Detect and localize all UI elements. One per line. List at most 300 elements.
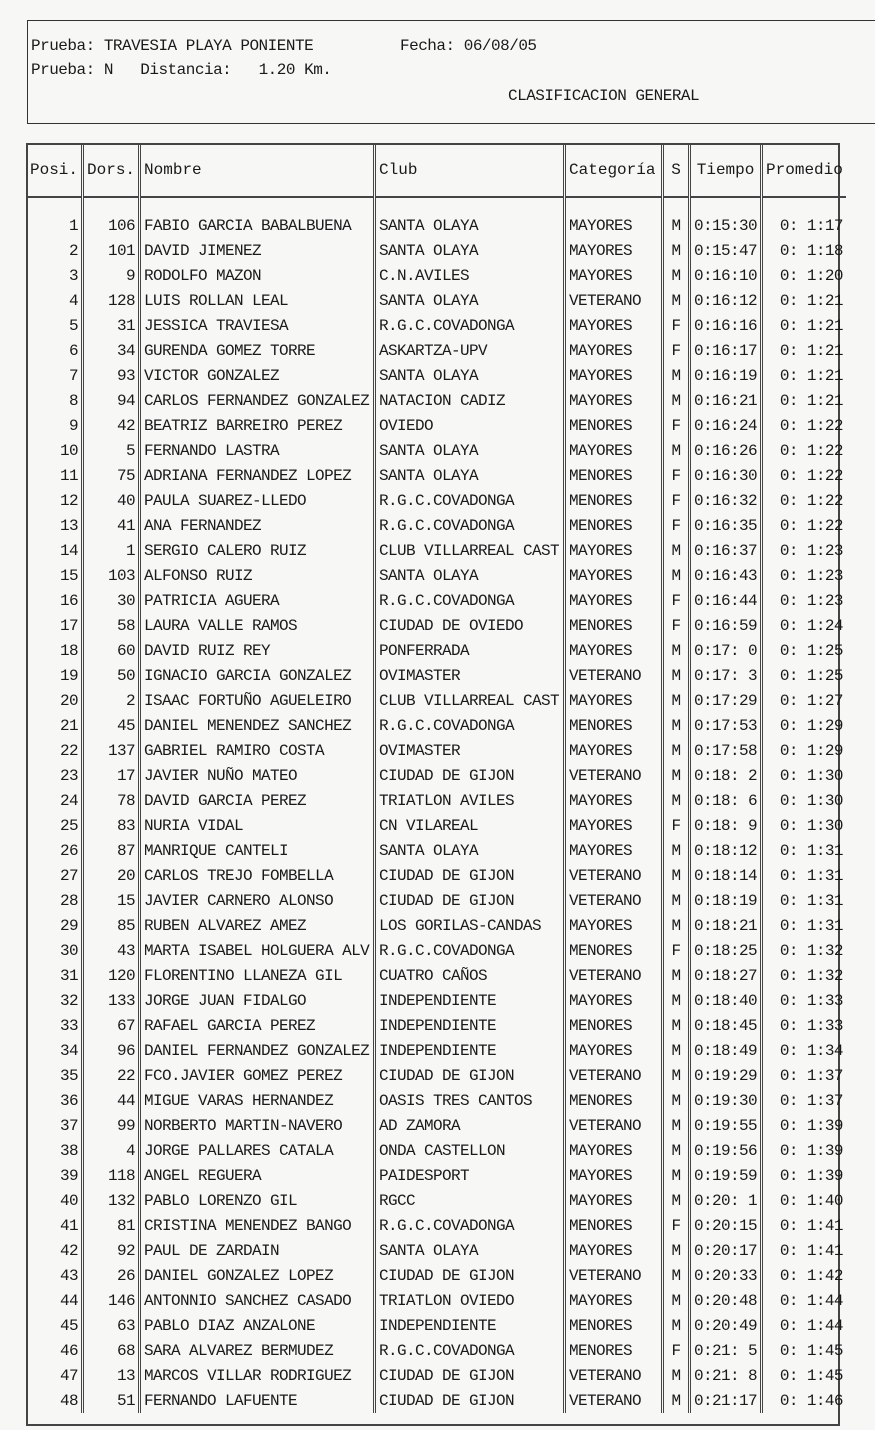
cell-average: 0: 1:22 — [779, 491, 843, 510]
table-row — [27, 438, 846, 463]
cell-time: 0:18:12 — [690, 838, 762, 863]
cell-name: PAUL DE ZARDAIN — [140, 1238, 375, 1263]
cell-sex: M — [663, 913, 690, 938]
cell-category: MENORES — [565, 413, 663, 438]
cell-sex: F — [663, 613, 690, 638]
cell-bib: 63 — [83, 1313, 140, 1338]
cell-time: 0:16:26 — [690, 438, 762, 463]
cell-position: 12 — [27, 488, 83, 513]
cell-average: 0: 1:40 — [779, 1191, 843, 1210]
cell-position: 17 — [27, 613, 83, 638]
cell-club: SANTA OLAYA — [375, 563, 565, 588]
prueba-code: N — [103, 61, 113, 79]
cell-sex: M — [663, 538, 690, 563]
cell-sex: M — [663, 713, 690, 738]
cell-category: MENORES — [565, 1013, 663, 1038]
cell-club: R.G.C.COVADONGA — [375, 1338, 565, 1363]
cell-category: MAYORES — [565, 1238, 663, 1263]
cell-position: 19 — [27, 663, 83, 688]
cell-category: MAYORES — [565, 363, 663, 388]
cell-time: 0:17: 3 — [690, 663, 762, 688]
table-row — [27, 1138, 846, 1163]
cell-category: MENORES — [565, 1088, 663, 1113]
cell-sex: M — [663, 288, 690, 313]
table-row — [27, 1013, 846, 1038]
cell-name: NURIA VIDAL — [140, 813, 375, 838]
event-date: 06/08/05 — [463, 37, 537, 55]
cell-position: 9 — [27, 413, 83, 438]
cell-name: GURENDA GOMEZ TORRE — [140, 338, 375, 363]
cell-category: MAYORES — [565, 263, 663, 288]
cell-club: CIUDAD DE GIJON — [375, 763, 565, 788]
cell-category: MAYORES — [565, 738, 663, 763]
table-row — [27, 1238, 846, 1263]
cell-bib: 85 — [83, 913, 140, 938]
cell-name: IGNACIO GARCIA GONZALEZ — [140, 663, 375, 688]
cell-sex: F — [663, 1213, 690, 1238]
cell-time: 0:20:49 — [690, 1313, 762, 1338]
cell-bib: 137 — [83, 738, 140, 763]
cell-category: MAYORES — [565, 1038, 663, 1063]
cell-position: 22 — [27, 738, 83, 763]
cell-sex: M — [663, 1088, 690, 1113]
cell-club: SANTA OLAYA — [375, 363, 565, 388]
cell-club: CIUDAD DE GIJON — [375, 1063, 565, 1088]
table-row — [27, 463, 846, 488]
cell-sex: F — [663, 513, 690, 538]
cell-category: MAYORES — [565, 638, 663, 663]
table-row — [27, 1263, 846, 1288]
table-row — [27, 1388, 846, 1413]
table-row — [27, 788, 846, 813]
cell-bib: 99 — [83, 1113, 140, 1138]
cell-bib: 132 — [83, 1188, 140, 1213]
cell-position: 4 — [27, 288, 83, 313]
table-row — [27, 513, 846, 538]
cell-sex: F — [663, 463, 690, 488]
cell-sex: M — [663, 263, 690, 288]
cell-bib: 17 — [83, 763, 140, 788]
col-header-club: Club — [375, 144, 565, 197]
cell-club: RGCC — [375, 1188, 565, 1213]
cell-name: CARLOS FERNANDEZ GONZALEZ — [140, 388, 375, 413]
cell-bib: 45 — [83, 713, 140, 738]
cell-club: R.G.C.COVADONGA — [375, 1213, 565, 1238]
cell-category: MENORES — [565, 938, 663, 963]
cell-position: 1 — [27, 213, 83, 238]
cell-bib: 68 — [83, 1338, 140, 1363]
cell-club: R.G.C.COVADONGA — [375, 938, 565, 963]
table-row — [27, 413, 846, 438]
cell-club: ONDA CASTELLON — [375, 1138, 565, 1163]
cell-name: ADRIANA FERNANDEZ LOPEZ — [140, 463, 375, 488]
cell-bib: 20 — [83, 863, 140, 888]
cell-name: ANGEL REGUERA — [140, 1163, 375, 1188]
cell-average: 0: 1:22 — [779, 416, 843, 435]
cell-time: 0:17:53 — [690, 713, 762, 738]
cell-average: 0: 1:21 — [779, 291, 843, 310]
cell-sex: M — [663, 1113, 690, 1138]
cell-name: JORGE JUAN FIDALGO — [140, 988, 375, 1013]
table-row — [27, 1213, 846, 1238]
cell-position: 3 — [27, 263, 83, 288]
cell-sex: M — [663, 388, 690, 413]
cell-name: DAVID RUIZ REY — [140, 638, 375, 663]
cell-club: CN VILAREAL — [375, 813, 565, 838]
cell-category: VETERANO — [565, 288, 663, 313]
cell-category: MENORES — [565, 1313, 663, 1338]
cell-category: MAYORES — [565, 338, 663, 363]
table-row — [27, 988, 846, 1013]
cell-club: CIUDAD DE GIJON — [375, 1263, 565, 1288]
event-name: TRAVESIA PLAYA PONIENTE — [103, 37, 314, 55]
cell-club: CIUDAD DE GIJON — [375, 1388, 565, 1413]
cell-time: 0:15:30 — [690, 213, 762, 238]
cell-bib: 128 — [83, 288, 140, 313]
cell-position: 44 — [27, 1288, 83, 1313]
cell-club: SANTA OLAYA — [375, 1238, 565, 1263]
cell-position: 30 — [27, 938, 83, 963]
cell-average: 0: 1:39 — [779, 1166, 843, 1185]
cell-sex: F — [663, 488, 690, 513]
cell-name: FABIO GARCIA BABALBUENA — [140, 213, 375, 238]
col-header-category: Categoría — [565, 144, 663, 197]
cell-time: 0:18: 6 — [690, 788, 762, 813]
cell-club: OVIMASTER — [375, 663, 565, 688]
cell-sex: M — [663, 763, 690, 788]
cell-position: 6 — [27, 338, 83, 363]
cell-bib: 44 — [83, 1088, 140, 1113]
cell-position: 27 — [27, 863, 83, 888]
cell-category: MAYORES — [565, 838, 663, 863]
cell-name: CARLOS TREJO FOMBELLA — [140, 863, 375, 888]
cell-club: OASIS TRES CANTOS — [375, 1088, 565, 1113]
cell-time: 0:19:29 — [690, 1063, 762, 1088]
cell-club: INDEPENDIENTE — [375, 1038, 565, 1063]
cell-bib: 94 — [83, 388, 140, 413]
cell-position: 26 — [27, 838, 83, 863]
cell-bib: 43 — [83, 938, 140, 963]
cell-average: 0: 1:21 — [779, 316, 843, 335]
cell-bib: 22 — [83, 1063, 140, 1088]
cell-sex: M — [663, 638, 690, 663]
cell-category: MAYORES — [565, 213, 663, 238]
cell-average: 0: 1:29 — [779, 741, 843, 760]
cell-average: 0: 1:41 — [779, 1216, 843, 1235]
cell-position: 33 — [27, 1013, 83, 1038]
cell-position: 40 — [27, 1188, 83, 1213]
distance-value: 1.20 Km. — [258, 61, 332, 79]
cell-name: DANIEL GONZALEZ LOPEZ — [140, 1263, 375, 1288]
col-header-average: Promedio — [762, 144, 846, 197]
cell-average: 0: 1:31 — [779, 841, 843, 860]
table-row — [27, 813, 846, 838]
cell-name: BEATRIZ BARREIRO PEREZ — [140, 413, 375, 438]
col-header-sex: S — [663, 144, 690, 197]
cell-time: 0:18: 2 — [690, 763, 762, 788]
cell-sex: M — [663, 688, 690, 713]
cell-category: VETERANO — [565, 888, 663, 913]
cell-name: MIGUE VARAS HERNANDEZ — [140, 1088, 375, 1113]
cell-club: SANTA OLAYA — [375, 463, 565, 488]
cell-category: VETERANO — [565, 1388, 663, 1413]
cell-position: 37 — [27, 1113, 83, 1138]
cell-average: 0: 1:22 — [779, 516, 843, 535]
cell-name: DANIEL FERNANDEZ GONZALEZ — [140, 1038, 375, 1063]
cell-category: VETERANO — [565, 863, 663, 888]
cell-club: CIUDAD DE GIJON — [375, 888, 565, 913]
cell-sex: M — [663, 738, 690, 763]
cell-category: MENORES — [565, 1213, 663, 1238]
cell-club: INDEPENDIENTE — [375, 1013, 565, 1038]
cell-sex: M — [663, 1013, 690, 1038]
cell-category: MENORES — [565, 613, 663, 638]
cell-bib: 60 — [83, 638, 140, 663]
cell-sex: M — [663, 1063, 690, 1088]
cell-name: DAVID GARCIA PEREZ — [140, 788, 375, 813]
cell-average: 0: 1:39 — [779, 1116, 843, 1135]
cell-sex: M — [663, 1313, 690, 1338]
cell-bib: 40 — [83, 488, 140, 513]
cell-sex: M — [663, 1388, 690, 1413]
cell-club: INDEPENDIENTE — [375, 1313, 565, 1338]
table-row — [27, 713, 846, 738]
cell-position: 13 — [27, 513, 83, 538]
cell-average: 0: 1:21 — [779, 341, 843, 360]
cell-average: 0: 1:22 — [779, 441, 843, 460]
cell-bib: 31 — [83, 313, 140, 338]
cell-name: JORGE PALLARES CATALA — [140, 1138, 375, 1163]
cell-club: INDEPENDIENTE — [375, 988, 565, 1013]
cell-bib: 2 — [83, 688, 140, 713]
cell-club: SANTA OLAYA — [375, 838, 565, 863]
cell-time: 0:18:25 — [690, 938, 762, 963]
cell-club: CLUB VILLARREAL CAST — [375, 538, 565, 563]
cell-club: SANTA OLAYA — [375, 288, 565, 313]
cell-category: MAYORES — [565, 688, 663, 713]
table-row — [27, 1188, 846, 1213]
cell-time: 0:16:17 — [690, 338, 762, 363]
cell-time: 0:17:29 — [690, 688, 762, 713]
cell-sex: M — [663, 663, 690, 688]
cell-time: 0:19:55 — [690, 1113, 762, 1138]
cell-time: 0:16:37 — [690, 538, 762, 563]
cell-club: R.G.C.COVADONGA — [375, 313, 565, 338]
cell-sex: M — [663, 963, 690, 988]
cell-time: 0:16:44 — [690, 588, 762, 613]
cell-category: MAYORES — [565, 238, 663, 263]
cell-bib: 83 — [83, 813, 140, 838]
table-row — [27, 288, 846, 313]
table-row — [27, 913, 846, 938]
cell-average: 0: 1:29 — [779, 716, 843, 735]
cell-position: 8 — [27, 388, 83, 413]
table-row — [27, 388, 846, 413]
table-row — [27, 488, 846, 513]
cell-average: 0: 1:34 — [779, 1041, 843, 1060]
cell-bib: 58 — [83, 613, 140, 638]
cell-category: VETERANO — [565, 1063, 663, 1088]
cell-position: 47 — [27, 1363, 83, 1388]
cell-bib: 146 — [83, 1288, 140, 1313]
cell-position: 45 — [27, 1313, 83, 1338]
cell-club: R.G.C.COVADONGA — [375, 588, 565, 613]
cell-category: MAYORES — [565, 1188, 663, 1213]
cell-position: 24 — [27, 788, 83, 813]
table-row — [27, 1088, 846, 1113]
cell-name: MARCOS VILLAR RODRIGUEZ — [140, 1363, 375, 1388]
cell-sex: M — [663, 1038, 690, 1063]
col-header-time: Tiempo — [690, 144, 762, 197]
cell-average: 0: 1:45 — [779, 1341, 843, 1360]
cell-name: FLORENTINO LLANEZA GIL — [140, 963, 375, 988]
table-row — [27, 1038, 846, 1063]
cell-time: 0:16:35 — [690, 513, 762, 538]
cell-name: JESSICA TRAVIESA — [140, 313, 375, 338]
cell-sex: M — [663, 1238, 690, 1263]
cell-position: 39 — [27, 1163, 83, 1188]
cell-sex: F — [663, 313, 690, 338]
cell-name: FERNANDO LAFUENTE — [140, 1388, 375, 1413]
cell-sex: M — [663, 213, 690, 238]
cell-category: MAYORES — [565, 1138, 663, 1163]
col-header-bib: Dors. — [83, 144, 140, 197]
cell-time: 0:16:10 — [690, 263, 762, 288]
cell-category: MAYORES — [565, 438, 663, 463]
cell-average: 0: 1:33 — [779, 1016, 843, 1035]
cell-position: 21 — [27, 713, 83, 738]
cell-position: 48 — [27, 1388, 83, 1413]
table-row — [27, 338, 846, 363]
cell-club: CIUDAD DE GIJON — [375, 863, 565, 888]
cell-time: 0:18:14 — [690, 863, 762, 888]
cell-club: R.G.C.COVADONGA — [375, 488, 565, 513]
cell-name: DAVID JIMENEZ — [140, 238, 375, 263]
table-row — [27, 963, 846, 988]
cell-bib: 30 — [83, 588, 140, 613]
cell-time: 0:19:59 — [690, 1163, 762, 1188]
cell-time: 0:21: 8 — [690, 1363, 762, 1388]
cell-position: 2 — [27, 238, 83, 263]
table-row — [27, 663, 846, 688]
cell-category: MAYORES — [565, 563, 663, 588]
cell-name: PABLO LORENZO GIL — [140, 1188, 375, 1213]
cell-category: VETERANO — [565, 1363, 663, 1388]
cell-sex: M — [663, 988, 690, 1013]
cell-sex: M — [663, 863, 690, 888]
prueba-label-2: Prueba: — [31, 61, 95, 79]
cell-position: 11 — [27, 463, 83, 488]
cell-category: VETERANO — [565, 1263, 663, 1288]
classification-title: CLASIFICACION GENERAL — [508, 87, 700, 105]
cell-time: 0:16:16 — [690, 313, 762, 338]
table-row — [27, 1313, 846, 1338]
cell-bib: 101 — [83, 238, 140, 263]
cell-average: 0: 1:24 — [779, 616, 843, 635]
cell-time: 0:17: 0 — [690, 638, 762, 663]
cell-sex: M — [663, 363, 690, 388]
cell-club: PAIDESPORT — [375, 1163, 565, 1188]
table-row — [27, 1163, 846, 1188]
cell-bib: 9 — [83, 263, 140, 288]
cell-time: 0:20:15 — [690, 1213, 762, 1238]
cell-category: VETERANO — [565, 763, 663, 788]
cell-average: 0: 1:21 — [779, 366, 843, 385]
cell-sex: M — [663, 1163, 690, 1188]
cell-name: SARA ALVAREZ BERMUDEZ — [140, 1338, 375, 1363]
table-header-row — [27, 144, 846, 197]
table-row — [27, 238, 846, 263]
cell-bib: 5 — [83, 438, 140, 463]
results-table — [27, 144, 846, 1413]
cell-category: MENORES — [565, 713, 663, 738]
table-row — [27, 1063, 846, 1088]
cell-club: SANTA OLAYA — [375, 438, 565, 463]
cell-position: 16 — [27, 588, 83, 613]
table-row — [27, 313, 846, 338]
cell-average: 0: 1:30 — [779, 766, 843, 785]
cell-average: 0: 1:18 — [779, 241, 843, 260]
cell-time: 0:17:58 — [690, 738, 762, 763]
cell-time: 0:16:32 — [690, 488, 762, 513]
cell-sex: M — [663, 238, 690, 263]
cell-average: 0: 1:30 — [779, 816, 843, 835]
cell-name: MANRIQUE CANTELI — [140, 838, 375, 863]
cell-time: 0:21: 5 — [690, 1338, 762, 1363]
col-header-position: Posi. — [27, 144, 83, 197]
cell-name: PABLO DIAZ ANZALONE — [140, 1313, 375, 1338]
cell-time: 0:20:48 — [690, 1288, 762, 1313]
cell-sex: M — [663, 788, 690, 813]
cell-position: 28 — [27, 888, 83, 913]
cell-bib: 93 — [83, 363, 140, 388]
cell-sex: F — [663, 413, 690, 438]
cell-bib: 13 — [83, 1363, 140, 1388]
table-row — [27, 538, 846, 563]
cell-name: PAULA SUAREZ-LLEDO — [140, 488, 375, 513]
cell-bib: 51 — [83, 1388, 140, 1413]
cell-bib: 34 — [83, 338, 140, 363]
cell-name: ANA FERNANDEZ — [140, 513, 375, 538]
cell-position: 32 — [27, 988, 83, 1013]
cell-name: ALFONSO RUIZ — [140, 563, 375, 588]
cell-position: 14 — [27, 538, 83, 563]
cell-average: 0: 1:21 — [779, 391, 843, 410]
cell-average: 0: 1:23 — [779, 541, 843, 560]
cell-bib: 26 — [83, 1263, 140, 1288]
cell-average: 0: 1:31 — [779, 866, 843, 885]
cell-club: OVIMASTER — [375, 738, 565, 763]
cell-name: CRISTINA MENENDEZ BANGO — [140, 1213, 375, 1238]
cell-sex: M — [663, 1263, 690, 1288]
cell-time: 0:18:45 — [690, 1013, 762, 1038]
cell-average: 0: 1:37 — [779, 1066, 843, 1085]
cell-time: 0:20:17 — [690, 1238, 762, 1263]
cell-club: SANTA OLAYA — [375, 213, 565, 238]
cell-position: 34 — [27, 1038, 83, 1063]
cell-position: 7 — [27, 363, 83, 388]
cell-name: RAFAEL GARCIA PEREZ — [140, 1013, 375, 1038]
event-distance-line — [31, 61, 331, 79]
cell-time: 0:18:21 — [690, 913, 762, 938]
cell-bib: 96 — [83, 1038, 140, 1063]
cell-name: ISAAC FORTUÑO AGUELEIRO — [140, 688, 375, 713]
cell-bib: 15 — [83, 888, 140, 913]
fecha-label: Fecha: — [400, 37, 455, 55]
cell-name: PATRICIA AGUERA — [140, 588, 375, 613]
col-header-name: Nombre — [140, 144, 375, 197]
cell-club: LOS GORILAS-CANDAS — [375, 913, 565, 938]
